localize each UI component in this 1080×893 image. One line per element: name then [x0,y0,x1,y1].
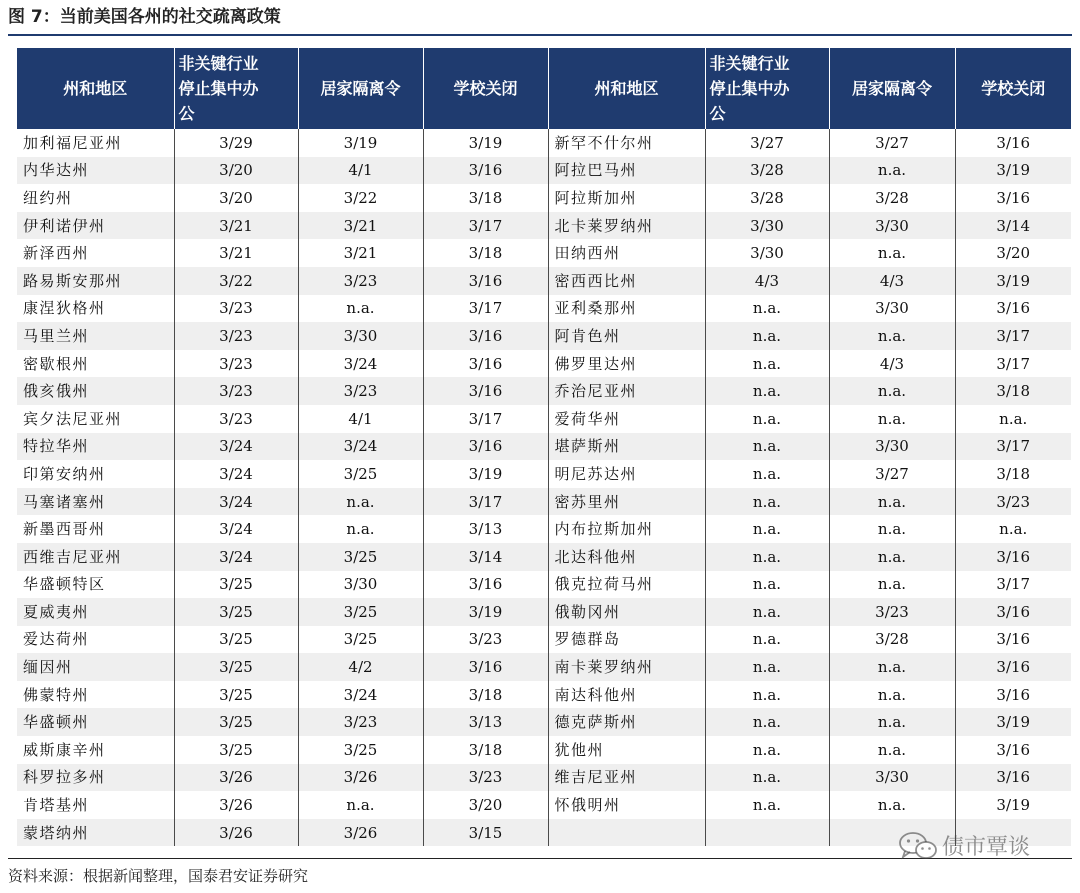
left-state-cell: 马里兰州 [17,322,174,350]
right-stayhome-cell: 4/3 [829,267,955,295]
left-business-cell: 3/24 [174,488,298,516]
left-school-cell: 3/15 [423,819,548,847]
table-row [17,267,1071,295]
header-business-line-3: 公 [178,104,195,123]
header-business-line-2: 停止集中办 [709,79,790,98]
left-school-cell: 3/16 [423,571,548,599]
left-business-cell: 3/25 [174,736,298,764]
left-state-cell: 科罗拉多州 [17,764,174,792]
left-business-cell: 3/24 [174,433,298,461]
right-state-cell: 亚利桑那州 [548,295,705,323]
right-stayhome-cell: n.a. [829,543,955,571]
left-stayhome-cell: 3/19 [298,129,423,157]
left-stayhome-cell: 3/21 [298,239,423,267]
table-row [17,515,1071,543]
right-state-cell: 俄克拉荷马州 [548,571,705,599]
right-stayhome-cell: 3/30 [829,433,955,461]
table-row [17,350,1071,378]
right-state-cell: 乔治尼亚州 [548,377,705,405]
left-state-cell: 夏威夷州 [17,598,174,626]
right-school-cell: 3/17 [955,571,1071,599]
left-school-cell: 3/19 [423,598,548,626]
left-stayhome-cell: 3/25 [298,543,423,571]
wechat-icon [898,831,938,861]
left-school-cell: 3/18 [423,736,548,764]
left-stayhome-cell: 3/25 [298,626,423,654]
left-stayhome-cell: 4/2 [298,653,423,681]
right-state-cell: 南卡莱罗纳州 [548,653,705,681]
left-state-cell: 华盛顿州 [17,708,174,736]
table-row [17,791,1071,819]
right-state-cell: 维吉尼亚州 [548,764,705,792]
table-row [17,433,1071,461]
right-school-cell: 3/16 [955,543,1071,571]
right-business-cell: 4/3 [705,267,829,295]
right-stayhome-cell: n.a. [829,239,955,267]
left-business-cell: 3/23 [174,377,298,405]
right-school-cell: 3/18 [955,460,1071,488]
left-state-cell: 俄亥俄州 [17,377,174,405]
right-business-cell: n.a. [705,681,829,709]
left-state-cell: 西维吉尼亚州 [17,543,174,571]
table-row [17,764,1071,792]
left-business-cell: 3/26 [174,819,298,847]
header-stay-home: 居家隔离令 [829,48,955,129]
left-state-cell: 康涅狄格州 [23,299,106,318]
table-row [17,598,1071,626]
right-business-cell: 3/30 [705,212,829,240]
left-stayhome-cell: 3/24 [298,433,423,461]
left-business-cell: 3/24 [174,543,298,571]
left-school-cell: 3/23 [423,764,548,792]
right-school-cell: 3/16 [955,764,1071,792]
source-note: 资料来源：根据新闻整理，国泰君安证券研究 [8,867,309,885]
left-business-cell: 3/25 [174,681,298,709]
left-business-cell: 3/21 [174,212,298,240]
right-business-cell: n.a. [705,791,829,819]
left-business-cell: 3/22 [174,267,298,295]
right-state-cell: 明尼苏达州 [548,460,705,488]
header-business-line-1: 非关键行业 [709,54,790,73]
right-stayhome-cell: 3/28 [829,626,955,654]
header-state: 州和地区 [17,48,174,129]
left-school-cell: 3/20 [423,791,548,819]
right-business-cell: n.a. [705,350,829,378]
right-stayhome-cell: n.a. [829,791,955,819]
right-state-cell: 南达科他州 [548,681,705,709]
header-state: 州和地区 [548,48,705,129]
table-row [17,460,1071,488]
left-stayhome-cell: 3/22 [298,184,423,212]
right-school-cell: 3/16 [955,295,1071,323]
left-state-cell: 华盛顿特区 [23,575,106,594]
table-row [17,571,1071,599]
table-row [17,157,1071,185]
left-stayhome-cell: 3/30 [298,571,423,599]
left-state-cell: 宾夕法尼亚州 [23,409,123,428]
left-state-cell: 伊利诺伊州 [17,212,174,240]
right-business-cell [705,819,829,847]
table-row [17,736,1071,764]
left-business-cell: 3/25 [174,653,298,681]
right-business-cell: n.a. [705,571,829,599]
table-row [17,405,1071,433]
table-body [17,129,1071,846]
right-stayhome-cell: n.a. [829,377,955,405]
left-state-cell: 新泽西州 [23,244,90,263]
right-stayhome-cell: 3/27 [829,460,955,488]
left-state-cell: 威斯康辛州 [23,740,106,759]
right-stayhome-cell: 3/23 [829,598,955,626]
watermark-text: 债市覃谈 [942,835,1031,860]
right-school-cell: 3/16 [955,736,1071,764]
right-stayhome-cell: 3/28 [829,184,955,212]
right-stayhome-cell: n.a. [829,681,955,709]
header-business-line-3: 公 [709,104,726,123]
right-state-cell [548,819,705,847]
right-state-cell: 密苏里州 [548,488,705,516]
table-header [17,48,1071,129]
right-school-cell: 3/16 [955,129,1071,157]
right-state-cell: 罗德群岛 [548,626,705,654]
right-business-cell: n.a. [705,377,829,405]
right-business-cell: n.a. [705,736,829,764]
left-stayhome-cell: 3/26 [298,764,423,792]
figure-title: 图 7：当前美国各州的社交疏离政策 [8,7,281,27]
right-stayhome-cell: n.a. [829,488,955,516]
table-row [17,488,1071,516]
table-row [17,129,1071,157]
left-school-cell: 3/17 [423,488,548,516]
left-school-cell: 3/16 [423,377,548,405]
header-business-closure [705,48,829,129]
left-state-cell: 加利福尼亚州 [23,133,123,152]
left-business-cell: 3/25 [174,571,298,599]
left-stayhome-cell: 3/23 [298,708,423,736]
right-business-cell: 3/28 [705,184,829,212]
left-business-cell: 3/20 [174,184,298,212]
right-state-cell: 爱荷华州 [548,405,705,433]
right-business-cell: n.a. [705,460,829,488]
left-stayhome-cell: 3/25 [298,460,423,488]
header-business-closure [174,48,298,129]
left-stayhome-cell: 3/23 [298,267,423,295]
left-stayhome-cell: n.a. [298,488,423,516]
left-school-cell: 3/16 [423,267,548,295]
left-school-cell: 3/17 [423,212,548,240]
left-stayhome-cell: n.a. [298,295,423,323]
right-business-cell: n.a. [705,405,829,433]
right-business-cell: n.a. [705,322,829,350]
left-school-cell: 3/14 [423,543,548,571]
left-school-cell: 3/16 [423,653,548,681]
left-school-cell: 3/18 [423,681,548,709]
right-state-cell: 德克萨斯州 [548,708,705,736]
right-stayhome-cell: 3/30 [829,764,955,792]
watermark [898,830,1030,861]
right-stayhome-cell: n.a. [829,405,955,433]
left-state-cell: 密歇根州 [23,354,90,373]
right-school-cell: n.a. [955,405,1071,433]
left-stayhome-cell: 3/25 [298,736,423,764]
right-school-cell: 3/17 [955,350,1071,378]
right-state-cell: 堪萨斯州 [548,433,705,461]
left-state-cell: 路易斯安那州 [17,267,174,295]
right-stayhome-cell: 3/30 [829,212,955,240]
left-state-cell: 新墨西哥州 [23,520,106,539]
right-school-cell: 3/17 [955,433,1071,461]
right-business-cell: n.a. [705,626,829,654]
right-business-cell: n.a. [705,708,829,736]
left-school-cell: 3/17 [423,405,548,433]
left-school-cell: 3/23 [423,626,548,654]
right-state-cell: 密西西比州 [548,267,705,295]
left-business-cell: 3/26 [174,791,298,819]
left-business-cell: 3/23 [174,405,298,433]
header-stay-home: 居家隔离令 [298,48,423,129]
right-school-cell: 3/18 [955,377,1071,405]
left-business-cell: 3/23 [174,295,298,323]
right-school-cell: 3/23 [955,488,1071,516]
left-business-cell: 3/23 [174,322,298,350]
right-school-cell: n.a. [955,515,1071,543]
left-school-cell: 3/16 [423,322,548,350]
right-state-cell: 内布拉斯加州 [548,515,705,543]
left-business-cell: 3/24 [174,460,298,488]
table-row [17,653,1071,681]
right-business-cell: 3/27 [705,129,829,157]
left-state-cell: 特拉华州 [17,433,174,461]
left-state-cell: 佛蒙特州 [23,685,90,704]
left-stayhome-cell: 4/1 [298,157,423,185]
right-business-cell: n.a. [705,653,829,681]
right-business-cell: n.a. [705,543,829,571]
left-business-cell: 3/25 [174,708,298,736]
left-state-cell: 爱达荷州 [23,630,90,649]
right-business-cell: n.a. [705,295,829,323]
right-business-cell: n.a. [705,598,829,626]
right-business-cell: 3/30 [705,239,829,267]
right-school-cell: 3/16 [955,626,1071,654]
right-state-cell: 怀俄明州 [548,791,705,819]
left-business-cell: 3/23 [174,350,298,378]
right-business-cell: n.a. [705,764,829,792]
left-state-cell: 印第安纳州 [23,464,106,483]
header-business-line-2: 停止集中办 [178,79,259,98]
table-row [17,212,1071,240]
left-state-cell: 蒙塔纳州 [17,819,174,847]
right-state-cell: 俄勒冈州 [548,598,705,626]
right-state-cell: 佛罗里达州 [548,350,705,378]
right-state-cell: 北达科他州 [548,543,705,571]
table-row [17,184,1071,212]
right-school-cell: 3/19 [955,267,1071,295]
table-row [17,543,1071,571]
right-stayhome-cell: n.a. [829,653,955,681]
left-school-cell: 3/18 [423,184,548,212]
right-stayhome-cell: 4/3 [829,350,955,378]
left-state-cell: 缅因州 [17,653,174,681]
right-school-cell: 3/16 [955,598,1071,626]
header-school: 学校关闭 [423,48,548,129]
left-school-cell: 3/13 [423,515,548,543]
table-row [17,681,1071,709]
table-row [17,626,1071,654]
left-business-cell: 3/26 [174,764,298,792]
table-row [17,708,1071,736]
left-business-cell: 3/29 [174,129,298,157]
title-rule [8,34,1072,36]
left-business-cell: 3/24 [174,515,298,543]
left-business-cell: 3/25 [174,626,298,654]
right-business-cell: n.a. [705,488,829,516]
left-school-cell: 3/17 [423,295,548,323]
right-stayhome-cell: n.a. [829,515,955,543]
left-stayhome-cell: 3/23 [298,377,423,405]
right-state-cell: 北卡莱罗纳州 [548,212,705,240]
right-state-cell: 田纳西州 [548,239,705,267]
left-stayhome-cell: n.a. [298,791,423,819]
right-school-cell: 3/16 [955,653,1071,681]
right-school-cell: 3/16 [955,681,1071,709]
right-state-cell: 阿拉斯加州 [548,184,705,212]
left-school-cell: 3/19 [423,460,548,488]
right-business-cell: 3/28 [705,157,829,185]
left-stayhome-cell: 3/24 [298,681,423,709]
table-row [17,239,1071,267]
policy-table [17,48,1071,846]
right-state-cell: 阿拉巴马州 [548,157,705,185]
right-stayhome-cell: 3/30 [829,295,955,323]
right-business-cell: n.a. [705,515,829,543]
left-business-cell: 3/25 [174,598,298,626]
right-school-cell: 3/19 [955,791,1071,819]
left-stayhome-cell: 3/30 [298,322,423,350]
left-stayhome-cell: 3/24 [298,350,423,378]
right-school-cell: 3/19 [955,157,1071,185]
left-stayhome-cell: 3/26 [298,819,423,847]
left-business-cell: 3/21 [174,239,298,267]
right-stayhome-cell: n.a. [829,322,955,350]
right-school-cell: 3/20 [955,239,1071,267]
left-stayhome-cell: 4/1 [298,405,423,433]
table-row [17,322,1071,350]
right-state-cell: 新罕不什尔州 [548,129,705,157]
left-state-cell: 肯塔基州 [23,796,90,815]
left-stayhome-cell: 3/21 [298,212,423,240]
table-row [17,377,1071,405]
left-school-cell: 3/16 [423,350,548,378]
left-stayhome-cell: 3/25 [298,598,423,626]
table-row [17,295,1071,323]
left-state-cell: 纽约州 [23,188,73,207]
left-state-cell: 马塞诸塞州 [17,488,174,516]
header-business-line-1: 非关键行业 [178,54,259,73]
left-school-cell: 3/19 [423,129,548,157]
right-state-cell: 阿肯色州 [548,322,705,350]
left-school-cell: 3/18 [423,239,548,267]
right-school-cell: 3/19 [955,708,1071,736]
right-stayhome-cell: n.a. [829,571,955,599]
left-stayhome-cell: n.a. [298,515,423,543]
right-school-cell: 3/14 [955,212,1071,240]
right-school-cell: 3/17 [955,322,1071,350]
left-state-cell: 内华达州 [17,157,174,185]
left-school-cell: 3/16 [423,157,548,185]
left-school-cell: 3/16 [423,433,548,461]
left-business-cell: 3/20 [174,157,298,185]
right-stayhome-cell: 3/27 [829,129,955,157]
right-business-cell: n.a. [705,433,829,461]
right-stayhome-cell: n.a. [829,708,955,736]
right-school-cell: 3/16 [955,184,1071,212]
right-stayhome-cell: n.a. [829,157,955,185]
right-state-cell: 犹他州 [548,736,705,764]
left-school-cell: 3/13 [423,708,548,736]
header-school: 学校关闭 [955,48,1071,129]
right-stayhome-cell: n.a. [829,736,955,764]
